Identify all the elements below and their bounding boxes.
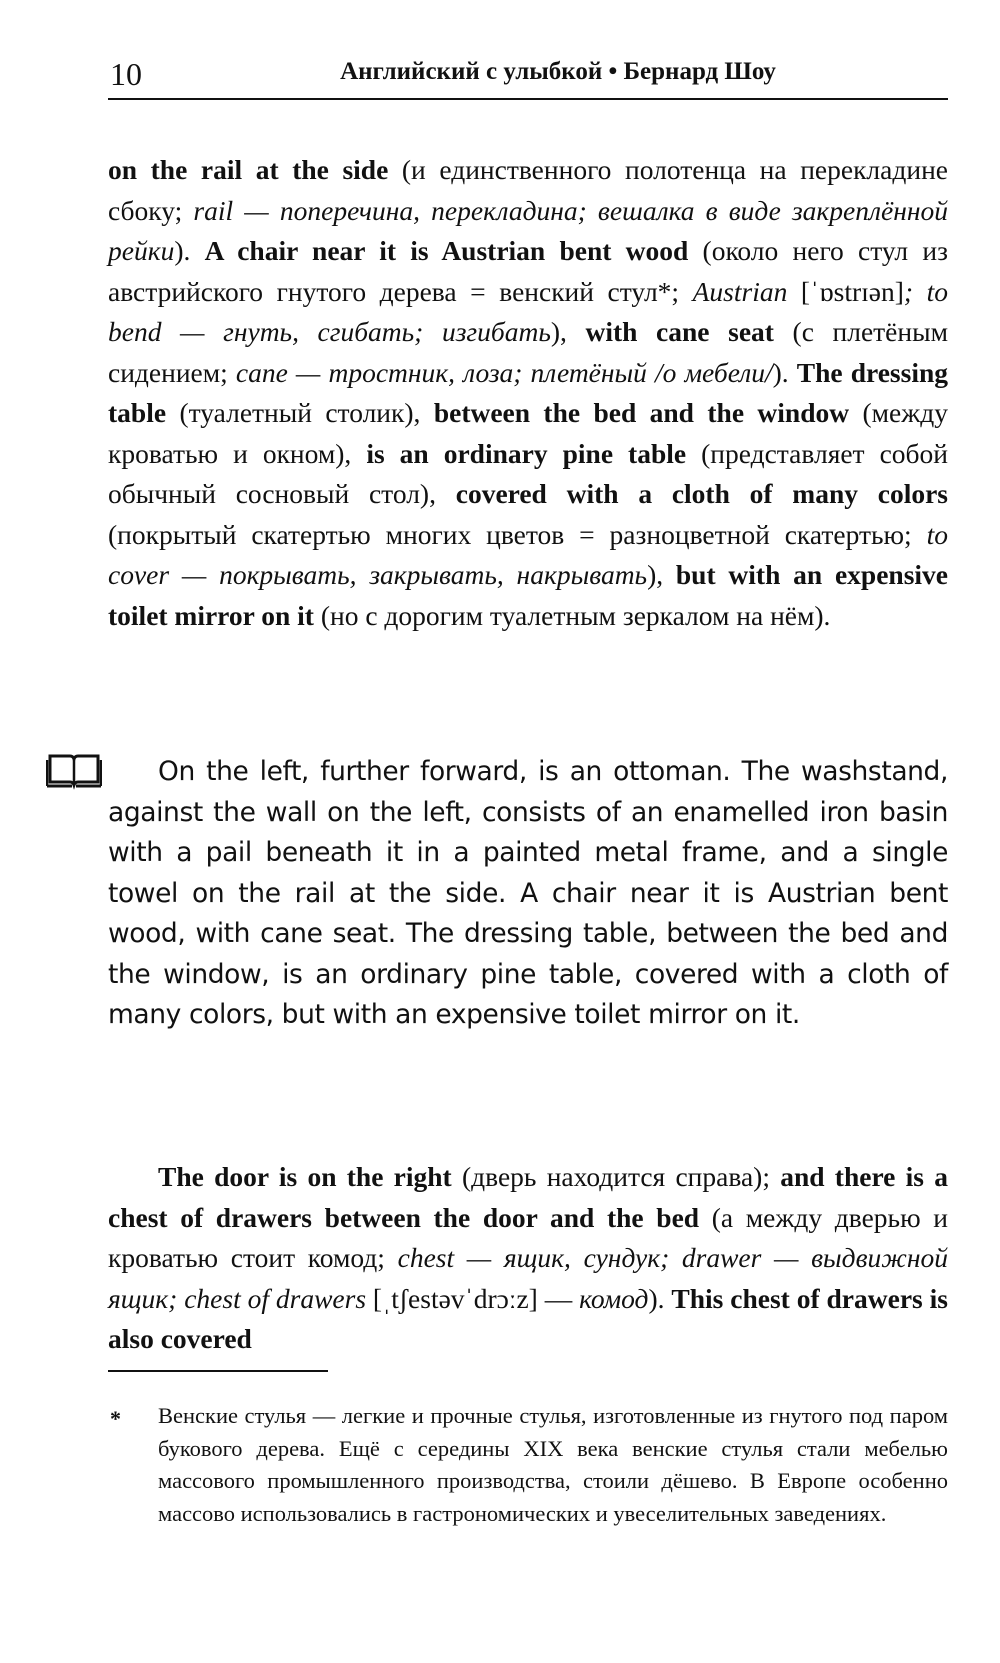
punct: ). bbox=[772, 356, 797, 388]
gloss-ru: (с плетёным сидением; bbox=[108, 316, 948, 388]
original-text-paragraph: On the left, further forward, is an ottoman. The washstand, against the wall on the left, consists of an enamelled iron basin with a pail beneath it in a painted metal frame, and a single towel on the rail at the side. A chair near it is Austrian bent wood, with cane seat. The dressing table, between the bed and the window, is an ordinary pine table, covered with a cloth of many colors, but with an expensive toilet mirror on it. bbox=[108, 756, 948, 1030]
punct: ). bbox=[174, 235, 205, 266]
transcription: [ˌtʃestəvˈdrɔːz] — bbox=[366, 1282, 580, 1314]
gloss-ru: (но с дорогим туалетным зеркалом на нём). bbox=[313, 599, 831, 631]
footnote-text: Венские стулья — легкие и прочные стулья, изготовленные из гнутого под паром букового дерева. Ещё с середины XIX века венские стулья стали мебелью массового промышленного производства, стоили дёшево. В Европе особенно массово использовались в гастрономических и увеселительных заведениях. bbox=[158, 1403, 948, 1526]
gloss-ru: (около него стул из австрийского гнутого дерева = венский стул*; bbox=[108, 235, 948, 307]
vocab-note: to cover — покрывать, закрывать, накрывать bbox=[108, 518, 948, 590]
phrase-en: with cane seat bbox=[585, 316, 774, 347]
vocab-note: ; to bend — гнуть, сгибать; изгибать bbox=[108, 275, 948, 347]
commentary-paragraph-2 bbox=[108, 1157, 948, 1360]
footnote-divider bbox=[108, 1370, 328, 1372]
gloss-ru: (и единственного полотенца на перекладине сбоку; bbox=[108, 154, 948, 226]
phrase-en: is an ordinary pine table bbox=[366, 437, 687, 469]
punct: ), bbox=[647, 559, 676, 590]
gloss-ru: (представляет собой обычный сосновый стол), bbox=[108, 437, 948, 509]
gloss-ru: (туалетный столик), bbox=[166, 397, 434, 428]
punct: ). bbox=[648, 1282, 672, 1314]
transcription: [ˈɒstrɪən] bbox=[787, 275, 904, 307]
phrase-en: but with an expensive toilet mirror on it bbox=[108, 559, 948, 631]
phrase-en: The dressing table bbox=[108, 356, 949, 428]
phrase-en: on the rail at the side bbox=[108, 154, 389, 185]
gloss-ru: (а между дверью и кроватью стоит комод; bbox=[108, 1201, 948, 1273]
gloss-ru: (покрытый скатертью многих цветов = разноцветной скатертью; bbox=[108, 518, 927, 550]
vocab-note: rail — поперечина, перекладина; вешалка в виде закреплённой рейки bbox=[108, 194, 948, 266]
gloss-ru: (дверь находится справа); bbox=[451, 1161, 781, 1192]
vocab-note: chest — ящик, сундук; drawer — выдвижной ящик; chest of drawers bbox=[108, 1242, 949, 1314]
running-head: Английский с улыбкой • Бернард Шоу bbox=[340, 58, 776, 85]
phrase-en: A chair near it is Austrian bent wood bbox=[204, 235, 689, 266]
phrase-en: covered with a cloth of many colors bbox=[455, 478, 948, 509]
phrase-en: The door is on the right bbox=[158, 1161, 452, 1192]
vocab-note: комод bbox=[579, 1282, 649, 1314]
phrase-en: between the bed and the window bbox=[433, 397, 850, 428]
vocab-note: cane — тростник, лоза; плетёный /о мебели/ bbox=[235, 356, 773, 388]
commentary-paragraph-1 bbox=[108, 150, 948, 636]
phrase-en: This chest of drawers is also covered bbox=[108, 1282, 948, 1354]
gloss-ru: (между кроватью и окном), bbox=[108, 397, 949, 469]
footnote-mark: * bbox=[110, 1406, 121, 1431]
page-header bbox=[108, 52, 948, 100]
open-book-icon bbox=[46, 752, 102, 792]
vocab-note: Austrian bbox=[692, 275, 788, 307]
page-number: 10 bbox=[110, 56, 142, 92]
punct: ), bbox=[550, 316, 586, 347]
phrase-en: and there is a chest of drawers between the door and the bed bbox=[108, 1161, 948, 1233]
